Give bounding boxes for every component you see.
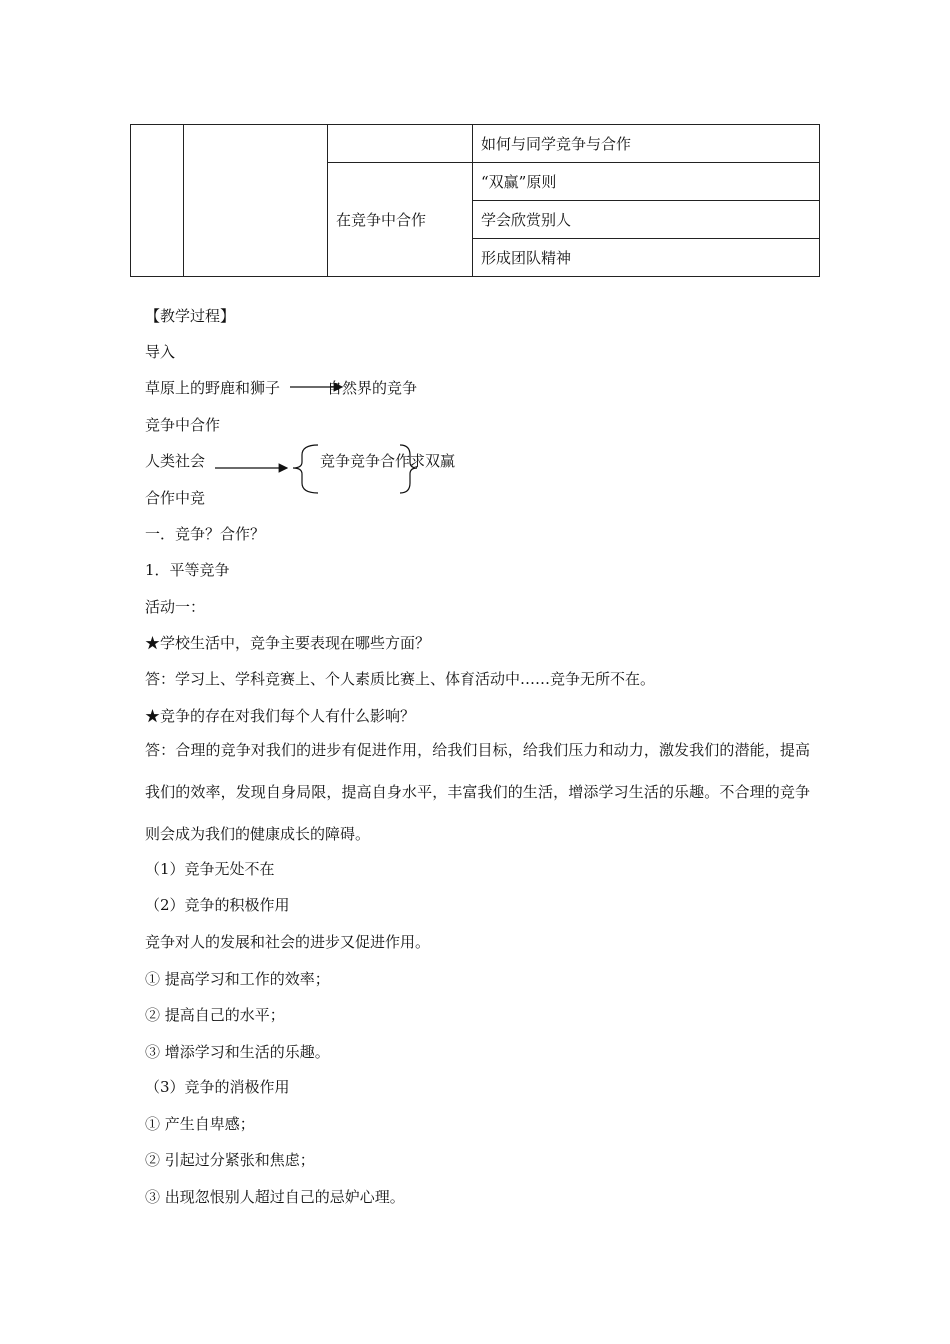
- list-item: ③ 出现忽恨别人超过自己的忌妒心理。: [145, 1188, 405, 1206]
- right-brace: [400, 445, 417, 493]
- diagram-left-top: 草原上的野鹿和狮子: [145, 379, 281, 397]
- table-cell: 如何与同学竞争与合作: [473, 125, 820, 163]
- point-2-text: 竞争对人的发展和社会的进步又促进作用。: [145, 933, 431, 951]
- section-title: 一．竞争？合作？: [145, 525, 266, 543]
- table-cell: 学会欣赏别人: [473, 201, 820, 239]
- diagram-mid-bottom: 合作中竞: [145, 489, 206, 507]
- list-item: ③ 增添学习和生活的乐趣。: [145, 1043, 330, 1061]
- subsection-title: 1．平等竞争: [145, 561, 230, 579]
- diagram-mid-top: 竞争中合作: [145, 416, 221, 434]
- diagram-left-mid: 人类社会: [145, 452, 206, 470]
- list-item: ① 提高学习和工作的效率；: [145, 970, 330, 988]
- point-1: （1）竞争无处不在: [145, 860, 275, 878]
- activity-label: 活动一：: [145, 598, 206, 616]
- left-brace: [293, 445, 318, 493]
- list-item: ① 产生自卑感；: [145, 1115, 255, 1133]
- point-2: （2）竞争的积极作用: [145, 896, 290, 914]
- intro-label: 导入: [145, 343, 176, 361]
- list-item: ② 引起过分紧张和焦虑；: [145, 1151, 315, 1169]
- table-group-label: 在竞争中合作: [328, 163, 473, 277]
- table-cell: “双赢”原则: [473, 163, 820, 201]
- section-heading: 【教学过程】: [145, 307, 236, 325]
- table-cell: 形成团队精神: [473, 239, 820, 277]
- point-3: （3）竞争的消极作用: [145, 1078, 290, 1096]
- answer-2: 答：合理的竞争对我们的进步有促进作用，给我们目标，给我们压力和动力，激发我们的潜能，提高我们的效率，发现自身局限，提高自身水平，丰富我们的生活，增添学习生活的乐趣。不合理的竞争则会成为我们的健康成长的障碍。: [145, 741, 810, 843]
- diagram-brace-text: 竞争竞争合作求双赢: [320, 452, 456, 470]
- question-2: ★竞争的存在对我们每个人有什么影响？: [145, 707, 416, 725]
- diagram-right-top: 自然界的竞争: [327, 379, 418, 397]
- question-1: ★学校生活中，竞争主要表现在哪些方面？: [145, 634, 431, 652]
- answer-1: 答：学习上、学科竞赛上、个人素质比赛上、体育活动中……竞争无所不在。: [145, 670, 656, 688]
- list-item: ② 提高自己的水平；: [145, 1006, 285, 1024]
